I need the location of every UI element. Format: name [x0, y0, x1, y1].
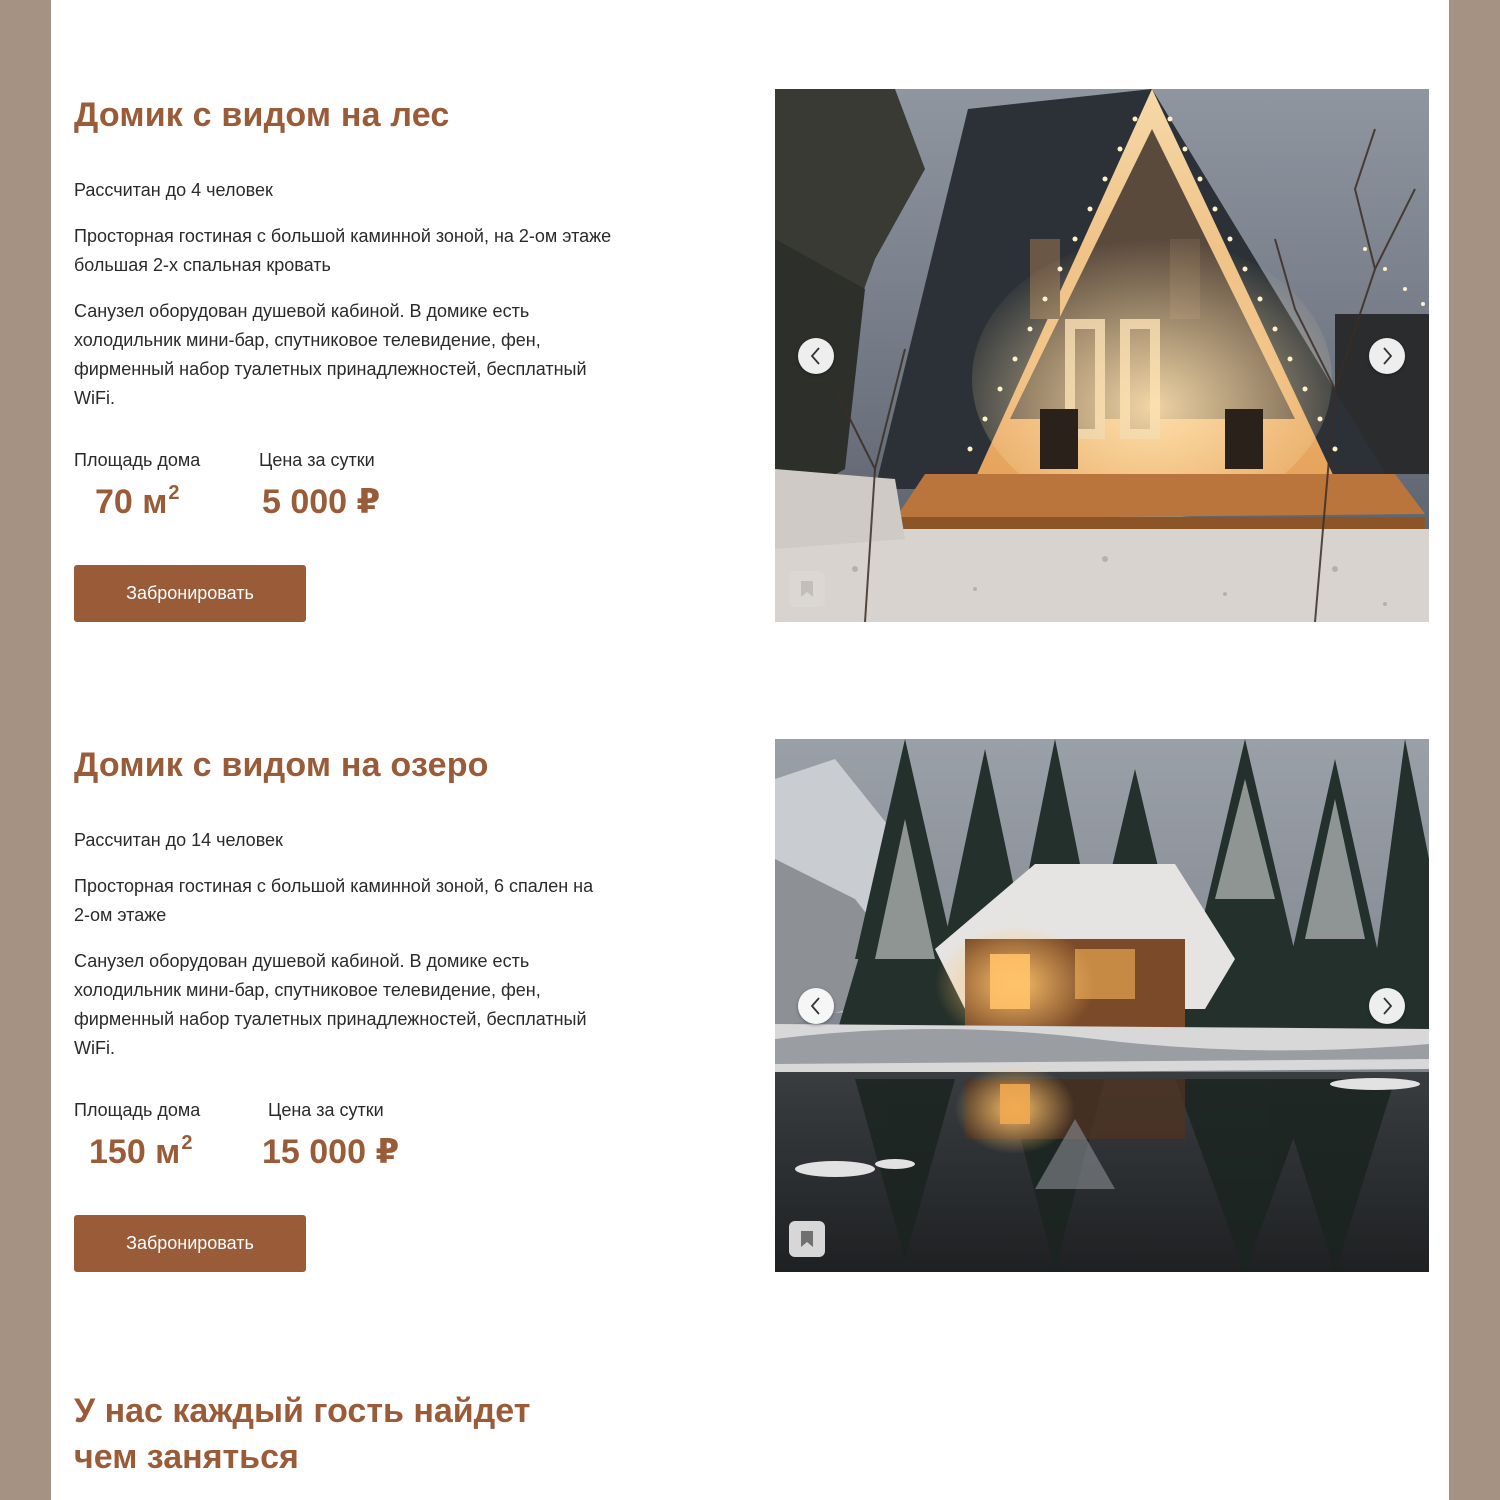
activities-section-title: У нас каждый гость найдет чем заняться [74, 1392, 531, 1476]
photo-slider[interactable] [775, 89, 1429, 622]
house-description-living: Просторная гостиная с большой каминной зоной, на 2-ом этаже большая 2-х спальная кровать [74, 226, 612, 275]
bookmark-icon [800, 580, 814, 598]
price-value: 15 000 ₽ [262, 1133, 400, 1171]
house-card-lake [51, 738, 1449, 1278]
area-unit-superscript: 2 [181, 1132, 193, 1154]
slider-next-button[interactable] [1369, 988, 1405, 1024]
house-capacity: Рассчитан до 4 человек [74, 180, 273, 200]
a-frame-cabin-photo [775, 89, 1429, 622]
area-value [95, 482, 180, 522]
bookmark-button[interactable] [789, 1221, 825, 1257]
photo-slider[interactable] [775, 739, 1429, 1272]
slider-prev-button[interactable] [798, 338, 834, 374]
house-description-amenities: Санузел оборудован душевой кабиной. В домике есть холодильник мини-бар, спутниковое телевидение, фен, фирменный набор туалетных принадлежностей, бесплатный WiFi. [74, 301, 587, 408]
page-content [51, 0, 1449, 1500]
lake-cabin-photo [775, 739, 1429, 1272]
book-button[interactable]: Забронировать [74, 1215, 306, 1272]
area-label: Площадь дома [74, 450, 201, 470]
house-title: Домик с видом на лес [74, 96, 450, 134]
price-label: Цена за сутки [268, 1100, 384, 1120]
chevron-right-icon [1380, 346, 1394, 366]
house-description-amenities: Санузел оборудован душевой кабиной. В домике есть холодильник мини-бар, спутниковое телевидение, фен, фирменный набор туалетных принадлежностей, бесплатный WiFi. [74, 951, 587, 1058]
bookmark-icon [800, 1230, 814, 1248]
house-title: Домик с видом на озеро [74, 746, 489, 784]
area-number: 150 м [89, 1133, 181, 1171]
slider-prev-button[interactable] [798, 988, 834, 1024]
house-card-forest [51, 88, 1449, 628]
area-label: Площадь дома [74, 1100, 201, 1120]
chevron-left-icon [809, 996, 823, 1016]
book-button[interactable]: Забронировать [74, 565, 306, 622]
area-value [89, 1132, 192, 1172]
chevron-right-icon [1380, 996, 1394, 1016]
price-value: 5 000 ₽ [262, 483, 381, 521]
house-capacity: Рассчитан до 14 человек [74, 830, 283, 850]
area-number: 70 м [95, 483, 168, 521]
area-unit-superscript: 2 [168, 482, 180, 504]
chevron-left-icon [809, 346, 823, 366]
slider-next-button[interactable] [1369, 338, 1405, 374]
bookmark-button[interactable] [789, 571, 825, 607]
price-label: Цена за сутки [259, 450, 375, 470]
house-description-living: Просторная гостиная с большой каминной зоной, 6 спален на 2-ом этаже [74, 876, 594, 925]
